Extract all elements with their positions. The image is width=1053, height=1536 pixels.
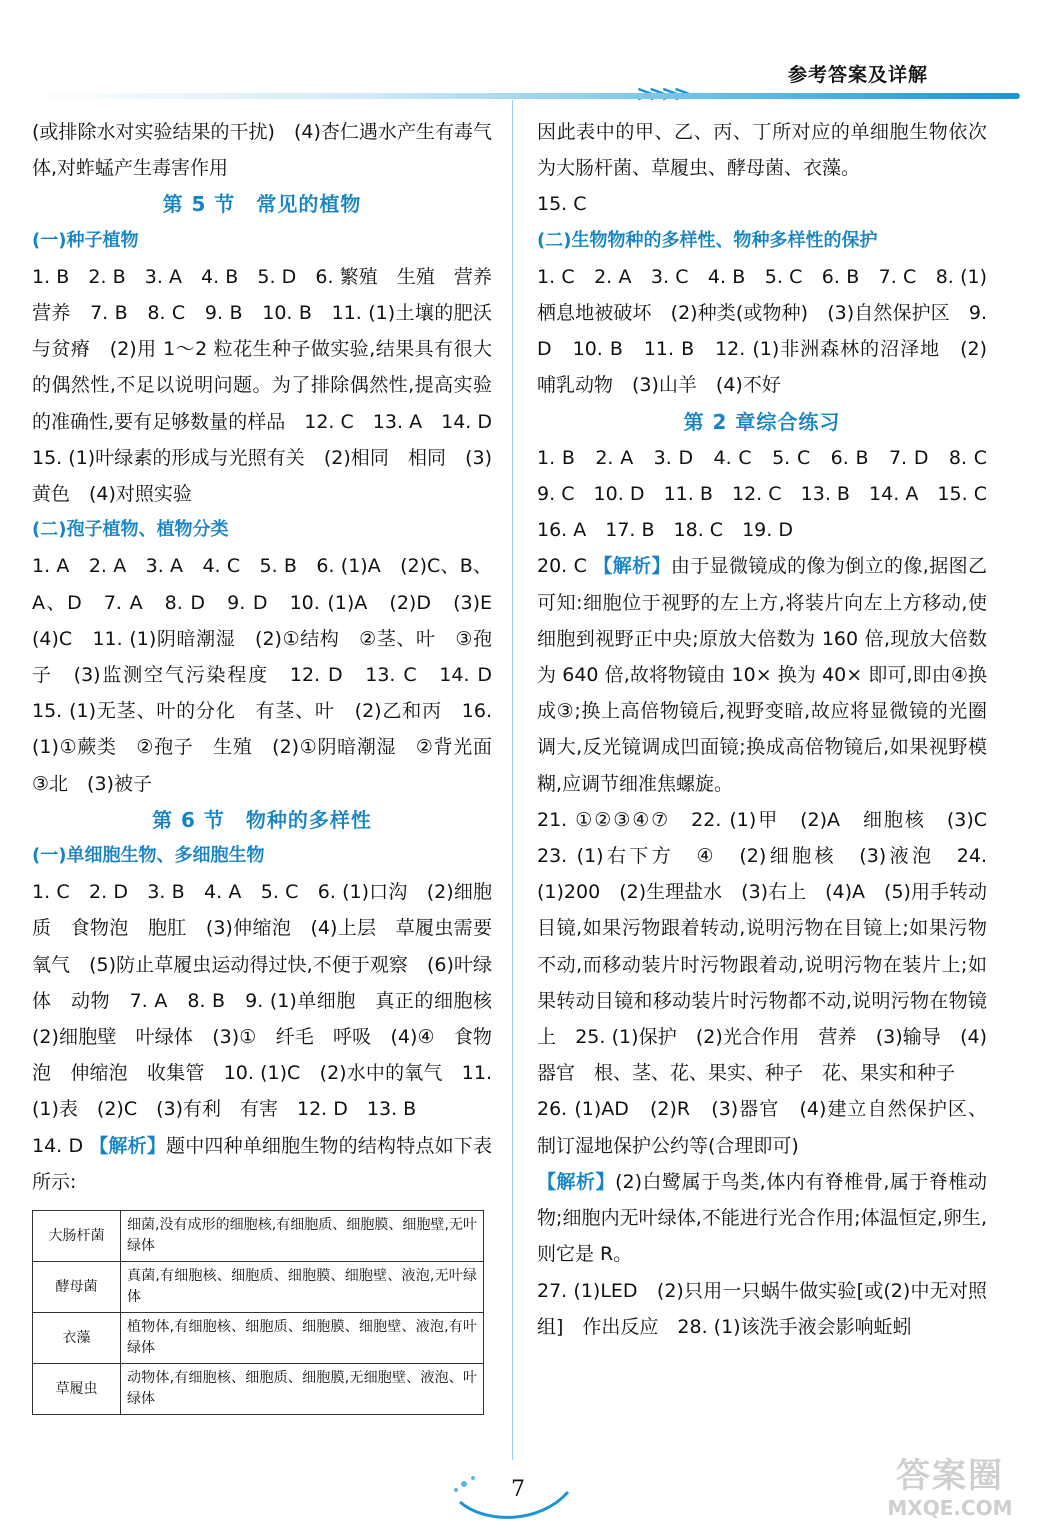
answers-species-diversity: 1. C 2. A 3. C 4. B 5. C 6. B 7. C 8. (1)栖息地被破坏 (2)种类(或物种) (3)自然保护区 9. D 10. B 11. B 12. (1)非洲森林的沼泽地 (2)哺乳动物 (3)山羊 (4)不好 [537,265,987,397]
subheading-spore-plants: (二)孢子植物、植物分类 [32,519,229,541]
column-divider [512,100,513,1460]
table-row [33,1211,484,1262]
watermark-logo [865,1456,1035,1526]
answer-15: 15. C [537,193,587,216]
cell-structure-table [32,1210,484,1415]
answer-26-analysis [537,1164,987,1273]
page-number: 7 [511,1477,525,1502]
answer-26: 26. (1)AD (2)R (3)器官 (4)建立自然保护区、制订湿地保护公约等(合理即可) [537,1098,987,1157]
header-title: 参考答案及详解 [787,64,928,86]
table-cell-name: 大肠杆菌 [33,1211,121,1262]
table-cell-name: 草履虫 [33,1364,121,1415]
section-heading-5: 第 5 节 常见的植物 [162,192,362,217]
answers-seed-plants: 1. B 2. B 3. A 4. B 5. D 6. 繁殖 生殖 营养 营养 7. B 8. C 9. B 10. B 11. (1)土壤的肥沃与贫瘠 (2)用 1～2 粒花生种子做实验,结果具有很大的偶然性,不足以说明问题。为了排除偶然性,提高实验的准确性,要有足够数量的样品 12. C 13. A 14. D 15. (1)叶绿素的形成与光照有关 (2)相同 相同 (3)黄色 (4)对照实验 [32,265,512,506]
right-column [537,114,1007,1345]
section-heading-chapter-2-review: 第 2 章综合练习 [683,409,841,434]
analysis-tag: 【解析】 [89,1134,167,1157]
answer-14 [32,1128,492,1200]
table-row [33,1364,484,1415]
answer-14-lead: 14. D [32,1134,90,1157]
header-rule [30,93,1020,99]
right-continuation-text: 因此表中的甲、乙、丙、丁所对应的单细胞生物依次为大肠杆菌、草履虫、酵母菌、衣藻。 [537,121,987,180]
answer-26-analysis-text: (2)白鹭属于鸟类,体内有脊椎骨,属于脊椎动物;细胞内无叶绿体,不能进行光合作用;体温恒定,卵生,则它是 R。 [537,1170,987,1266]
subheading-unicellular: (一)单细胞生物、多细胞生物 [32,845,265,867]
answer-20 [537,548,987,801]
answer-20-lead: 20. C [537,555,594,578]
answer-14-text: 题中四种单细胞生物的结构特点如下表所示: [32,1134,492,1193]
table-cell-desc: 细菌,没有成形的细胞核,有细胞质、细胞膜、细胞壁,无叶绿体 [121,1211,484,1262]
watermark-text: 答案圈 [896,1456,1004,1496]
table-cell-name: 酵母菌 [33,1262,121,1313]
section-heading-6: 第 6 节 物种的多样性 [152,807,372,832]
analysis-tag: 【解析】 [593,555,671,578]
table-cell-desc: 植物体,有细胞核、细胞质、细胞膜、细胞壁、液泡,有叶绿体 [121,1313,484,1364]
subheading-species-diversity: (二)生物物种的多样性、物种多样性的保护 [537,229,878,251]
answers-27-28: 27. (1)LED (2)只用一只蜗牛做实验[或(2)中无对照组] 作出反应 28. (1)该洗手液会影响蚯蚓 [537,1279,987,1338]
answers-spore-plants: 1. A 2. A 3. A 4. C 5. B 6. (1)A (2)C、B、A、D 7. A 8. D 9. D 10. (1)A (2)D (3)E (4)C 11. (1)阴暗潮湿 (2)①结构 ②茎、叶 ③孢子 (3)监测空气污染程度 12. D 13. C 14. D 15. (1)无茎、叶的分化 有茎、叶 (2)乙和丙 16. (1)①蕨类 ②孢子 生殖 (2)①阴暗潮湿 ②背光面 ③北 (3)被子 [32,555,512,795]
left-continuation-text: (或排除水对实验结果的干扰) (4)杏仁遇水产生有毒气体,对蚱蜢产生毒害作用 [32,121,492,180]
answers-unicellular: 1. C 2. D 3. B 4. A 5. C 6. (1)口沟 (2)细胞质 食物泡 胞肛 (3)伸缩泡 (4)上层 草履虫需要氧气 (5)防止草履虫运动得过快,不便于观察 (6)叶绿体 动物 7. A 8. B 9. (1)单细胞 真正的细胞核 (2)细胞壁 叶绿体 (3)① 纤毛 呼吸 (4)④ 食物泡 伸缩泡 收集管 10. (1)C (2)水中的氧气 11. (1)表 (2)C (3)有利 有害 12. D 13. B [32,881,512,1121]
table-cell-desc: 真菌,有细胞核、细胞质、细胞膜、细胞壁、液泡,无叶绿体 [121,1262,484,1313]
answer-20-text: 由于显微镜成的像为倒立的像,据图乙可知:细胞位于视野的左上方,将装片向左上方移动,使细胞到视野正中央;原放大倍数为 160 倍,现放大倍数为 640 倍,故将物镜由 10× 换为 40× 即可,即由④换成③;换上高倍物镜后,视野变暗,故应将显微镜的光圈调大,反光镜调成凹面镜;换成高倍物镜后,如果视野模糊,应调节细准焦螺旋。 [537,555,987,795]
analysis-tag: 【解析】 [537,1170,616,1193]
answers-review-1-19: 1. B 2. A 3. D 4. C 5. C 6. B 7. D 8. C 9. C 10. D 11. B 12. C 13. B 14. A 15. C 16. A 17. B 18. C 19. D [537,446,1007,542]
left-column [32,114,512,1415]
watermark-url: MXQE.COM [887,1496,1013,1520]
table-cell-desc: 动物体,有细胞核、细胞质、细胞膜,无细胞壁、液泡、叶绿体 [121,1364,484,1415]
table-row [33,1313,484,1364]
answers-21-25: 21. ①②③④⑦ 22. (1)甲 (2)A 细胞核 (3)C 23. (1)右下方 ④ (2)细胞核 (3)液泡 24. (1)200 (2)生理盐水 (3)右上 (4)A (5)用手转动目镜,如果污物跟着转动,说明污物在目镜上;如果污物不动,而移动装片时污物跟着动,说明污物在装片上;如果转动目镜和移动装片时污物都不动,说明污物在物镜上 25. (1)保护 (2)光合作用 营养 (3)输导 (4)器官 根、茎、花、果实、种子 花、果实和种子 [537,808,1007,1085]
table-cell-name: 衣藻 [33,1313,121,1364]
table-row [33,1262,484,1313]
subheading-seed-plants: (一)种子植物 [32,229,139,251]
